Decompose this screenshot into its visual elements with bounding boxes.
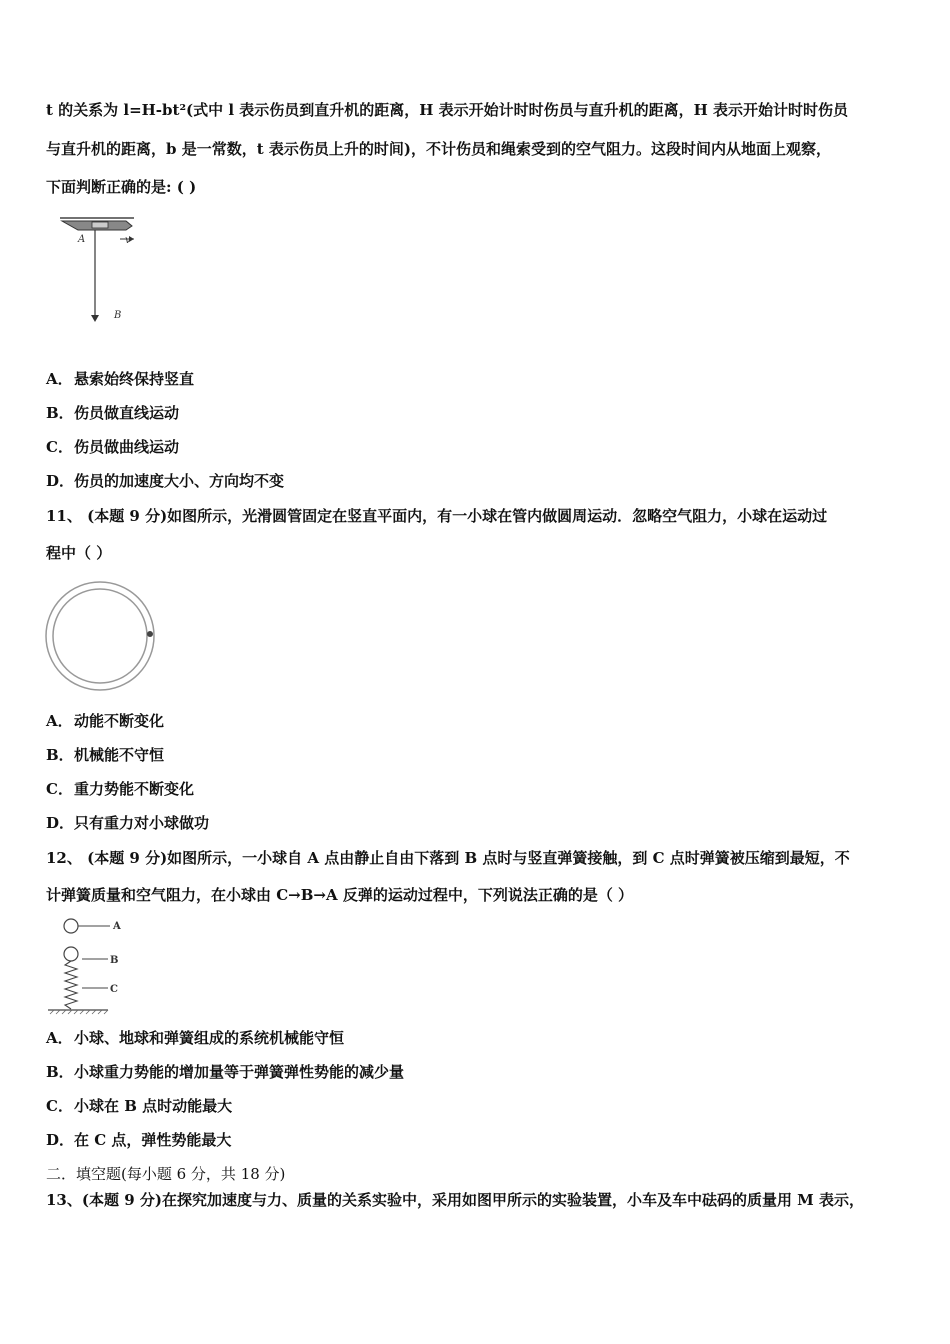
option-label: B． xyxy=(46,746,74,764)
q10-option-b xyxy=(46,403,179,423)
option-text: 小球、地球和弹簧组成的系统机械能守恒 xyxy=(74,1029,345,1047)
helicopter-cabin xyxy=(92,222,108,228)
label-a: A xyxy=(78,234,86,245)
spring-figure xyxy=(46,914,136,1020)
option-label: C． xyxy=(46,438,73,456)
q11-option-c xyxy=(46,779,194,799)
q11-option-b xyxy=(46,745,164,765)
option-text: 在 C 点，弹性势能最大 xyxy=(74,1131,232,1149)
option-label: B． xyxy=(46,404,74,422)
option-label: B． xyxy=(46,1063,74,1081)
q11-text-line-2: 程中（ ） xyxy=(46,544,112,562)
option-label: A． xyxy=(46,712,73,730)
q10-text-line-2: 与直升机的距离，b 是一常数，t 表示伤员上升的时间)，不计伤员和绳索受到的空气阻力。这段时间内从地面上观察， xyxy=(46,140,831,158)
q13-text-line-1: 13、(本题 9 分)在探究加速度与力、质量的关系实验中，采用如图甲所示的实验装置，小车及车中砝码的质量用 M 表示， xyxy=(46,1191,865,1209)
q10-text-line-1: t 的关系为 l=H-bt²(式中 l 表示伤员到直升机的距离，H 表示开始计时时伤员与直升机的距离，H 表示开始计时时伤员 xyxy=(46,101,849,119)
option-text: 动能不断变化 xyxy=(74,712,165,730)
option-text: 伤员做直线运动 xyxy=(74,404,180,422)
option-label: D． xyxy=(46,814,75,832)
q11-text-line-1: 11、 (本题 9 分)如图所示，光滑圆管固定在竖直平面内，有一小球在管内做圆周运动．忽略空气阻力，小球在运动过 xyxy=(46,507,828,525)
q12-text-line-1: 12、 (本题 9 分)如图所示，一小球自 A 点由静止自由下落到 B 点时与竖直弹簧接触，到 C 点时弹簧被压缩到最短，不 xyxy=(46,849,850,867)
q10-text-line-3: 下面判断正确的是: ( ) xyxy=(46,178,197,196)
q10-option-a xyxy=(46,369,194,389)
option-text: 只有重力对小球做功 xyxy=(74,814,210,832)
option-label: A． xyxy=(46,1029,73,1047)
helicopter-figure xyxy=(56,212,146,327)
option-label: D． xyxy=(46,1131,75,1149)
circular-tube-figure xyxy=(44,580,158,694)
q10-option-c xyxy=(46,437,179,457)
option-text: 机械能不守恒 xyxy=(74,746,165,764)
tube-outer-wall xyxy=(46,582,154,690)
label-a: A xyxy=(113,921,121,932)
option-text: 重力势能不断变化 xyxy=(74,780,195,798)
ball-at-b xyxy=(64,947,78,961)
q11-option-a xyxy=(46,711,164,731)
q11-option-d xyxy=(46,813,209,833)
q12-option-d xyxy=(46,1130,231,1150)
label-b: B xyxy=(114,310,122,321)
q12-option-a xyxy=(46,1028,344,1048)
ball xyxy=(147,631,153,637)
label-c: C xyxy=(110,984,118,995)
option-text: 小球重力势能的增加量等于弹簧弹性势能的减少量 xyxy=(74,1063,405,1081)
option-text: 伤员的加速度大小、方向均不变 xyxy=(74,472,285,490)
ball-at-a xyxy=(64,919,78,933)
section-title: 二．填空题(每小题 6 分，共 18 分) xyxy=(46,1165,286,1183)
option-label: C． xyxy=(46,780,73,798)
label-b: B xyxy=(110,955,119,966)
option-text: 伤员做曲线运动 xyxy=(74,438,180,456)
q12-text-line-2: 计弹簧质量和空气阻力，在小球由 C→B→A 反弹的运动过程中，下列说法正确的是（ ） xyxy=(46,886,634,904)
option-text: 小球在 B 点时动能最大 xyxy=(74,1097,233,1115)
q12-option-b xyxy=(46,1062,404,1082)
option-label: C． xyxy=(46,1097,73,1115)
q10-option-d xyxy=(46,471,284,491)
rope-arrowhead xyxy=(91,315,99,322)
option-label: D． xyxy=(46,472,75,490)
q12-option-c xyxy=(46,1096,232,1116)
tube-inner-wall xyxy=(53,589,147,683)
label-v: v xyxy=(125,235,131,246)
option-label: A． xyxy=(46,370,73,388)
option-text: 悬索始终保持竖直 xyxy=(74,370,195,388)
spring-coil xyxy=(65,961,77,1009)
